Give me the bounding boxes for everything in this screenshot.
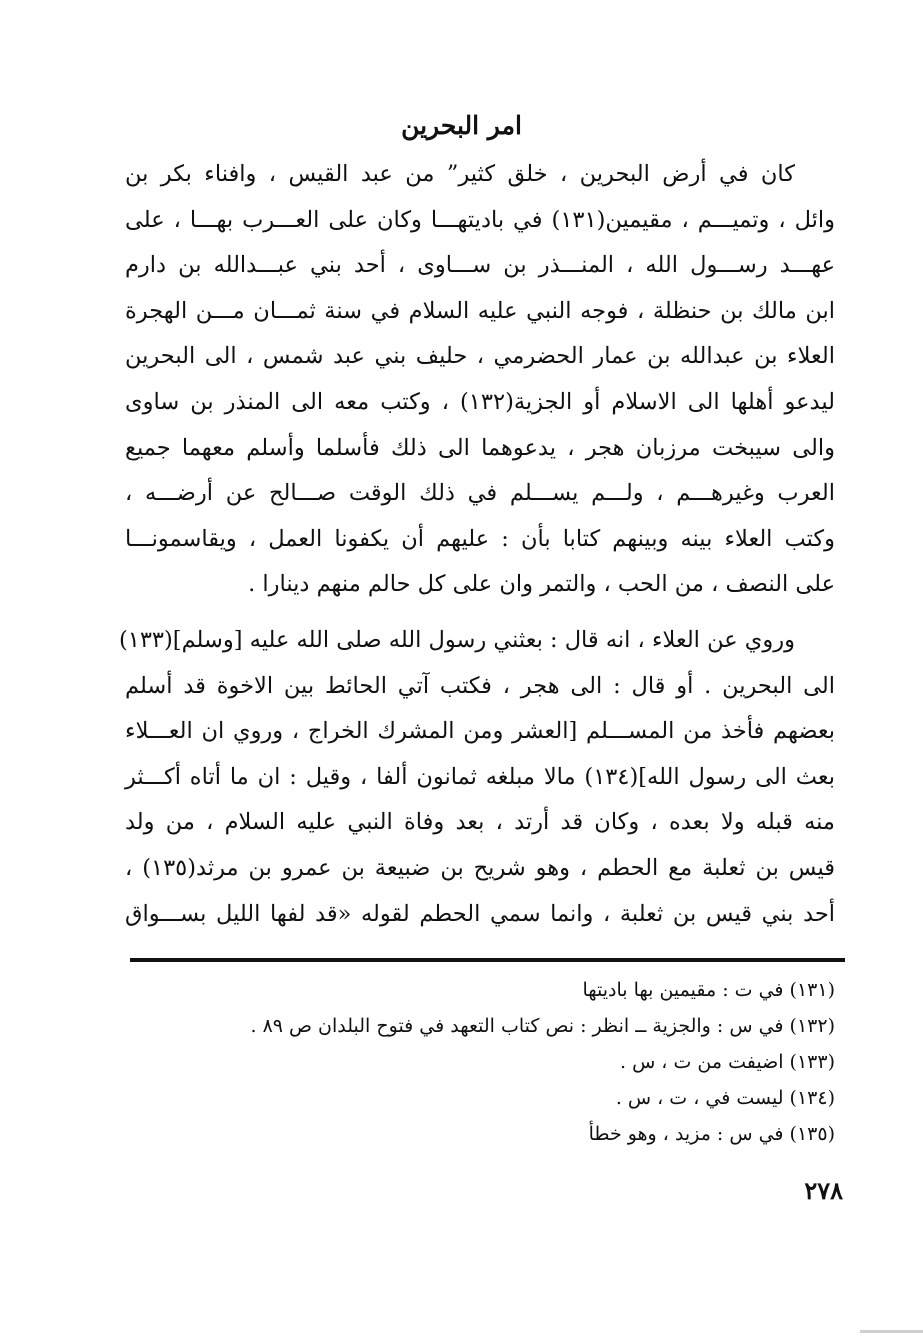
paragraph-spacer — [125, 608, 835, 618]
scan-edge-mark — [860, 1330, 923, 1333]
footnotes — [125, 972, 835, 1152]
text-line: منه قبله ولا بعده ، وكان قد أرتد ، بعد وفاة النبي عليه السلام ، من ولد — [125, 809, 835, 836]
footnote: (١٣٥) في س : مزيد ، وهو خطأ — [588, 1123, 835, 1145]
body-text — [118, 152, 836, 937]
footnote: (١٣١) في ت : مقيمين بها باديتها — [582, 979, 835, 1001]
page-number: ٢٧٨ — [804, 1176, 843, 1205]
footnote: (١٣٤) ليست في ، ت ، س . — [615, 1087, 835, 1109]
paragraph — [125, 152, 835, 608]
text-line: وائل ، وتميـــم ، مقيمين(١٣١) في باديتهـــا وكان على العـــرب بهـــا ، على — [125, 206, 836, 233]
text-line: العلاء بن عبدالله بن عمار الحضرمي ، حليف بني عبد شمس ، الى البحرين — [125, 343, 835, 370]
text-line: كان في أرض البحرين ، خلق كثير” من عبد القيس ، وافناء بكر بن — [125, 161, 795, 187]
text-line: أحد بني قيس بن ثعلبة ، وانما سمي الحطم لقوله «قد لفها الليل بســـواق — [125, 900, 835, 927]
text-line: العرب وغيرهـــم ، ولـــم يســـلم في ذلك الوقت صـــالح عن أرضـــه ، — [125, 480, 835, 507]
text-line: وكتب العلاء بينه وبينهم كتابا بأن : عليهم أن يكفونا العمل ، ويقاسمونـــا — [125, 525, 835, 552]
text-line: الى البحرين . أو قال : الى هجر ، فكتب آتي الحائط بين الاخوة قد أسلم — [125, 672, 835, 699]
footnote: (١٣٢) في س : والجزية ــ انظر : نص كتاب التعهد في فتوح البلدان ص ٨٩ . — [250, 1015, 835, 1037]
text-line: ابن مالك بن حنظلة ، فوجه النبي عليه السلام في سنة ثمـــان مـــن الهجرة — [125, 297, 835, 324]
text-line: وروي عن العلاء ، انه قال : بعثني رسول الله صلى الله عليه [وسلم](١٣٣) — [118, 626, 795, 653]
text-line: بعث الى رسول الله](١٣٤) مالا مبلغه ثمانون ألفا ، وقيل : ان ما أتاه أكـــثر — [125, 763, 835, 790]
footnote-separator-rule — [130, 958, 845, 962]
text-line: عهـــد رســـول الله ، المنـــذر بن ســـاوى ، أحد بني عبـــدالله بن دارم — [125, 252, 835, 279]
paragraph — [118, 618, 835, 937]
chapter-heading: امر البحرين — [401, 111, 522, 140]
text-line: على النصف ، من الحب ، والتمر وان على كل حالم منهم دينارا . — [248, 571, 835, 598]
text-line: بعضهم فأخذ من المســـلم [العشر ومن المشرك الخراج ، وروي ان العـــلاء — [125, 718, 835, 745]
text-line: ليدعو أهلها الى الاسلام أو الجزية(١٣٢) ، وكتب معه الى المنذر بن ساوى — [125, 388, 835, 415]
text-line: والى سيبخت مرزبان هجر ، يدعوهما الى ذلك فأسلما وأسلم معهما جميع — [125, 434, 835, 461]
footnote: (١٣٣) اضيفت من ت ، س . — [619, 1051, 835, 1073]
text-line: قيس بن ثعلبة مع الحطم ، وهو شريح بن ضبيعة بن عمرو بن مرثد(١٣٥) ، — [125, 854, 835, 881]
